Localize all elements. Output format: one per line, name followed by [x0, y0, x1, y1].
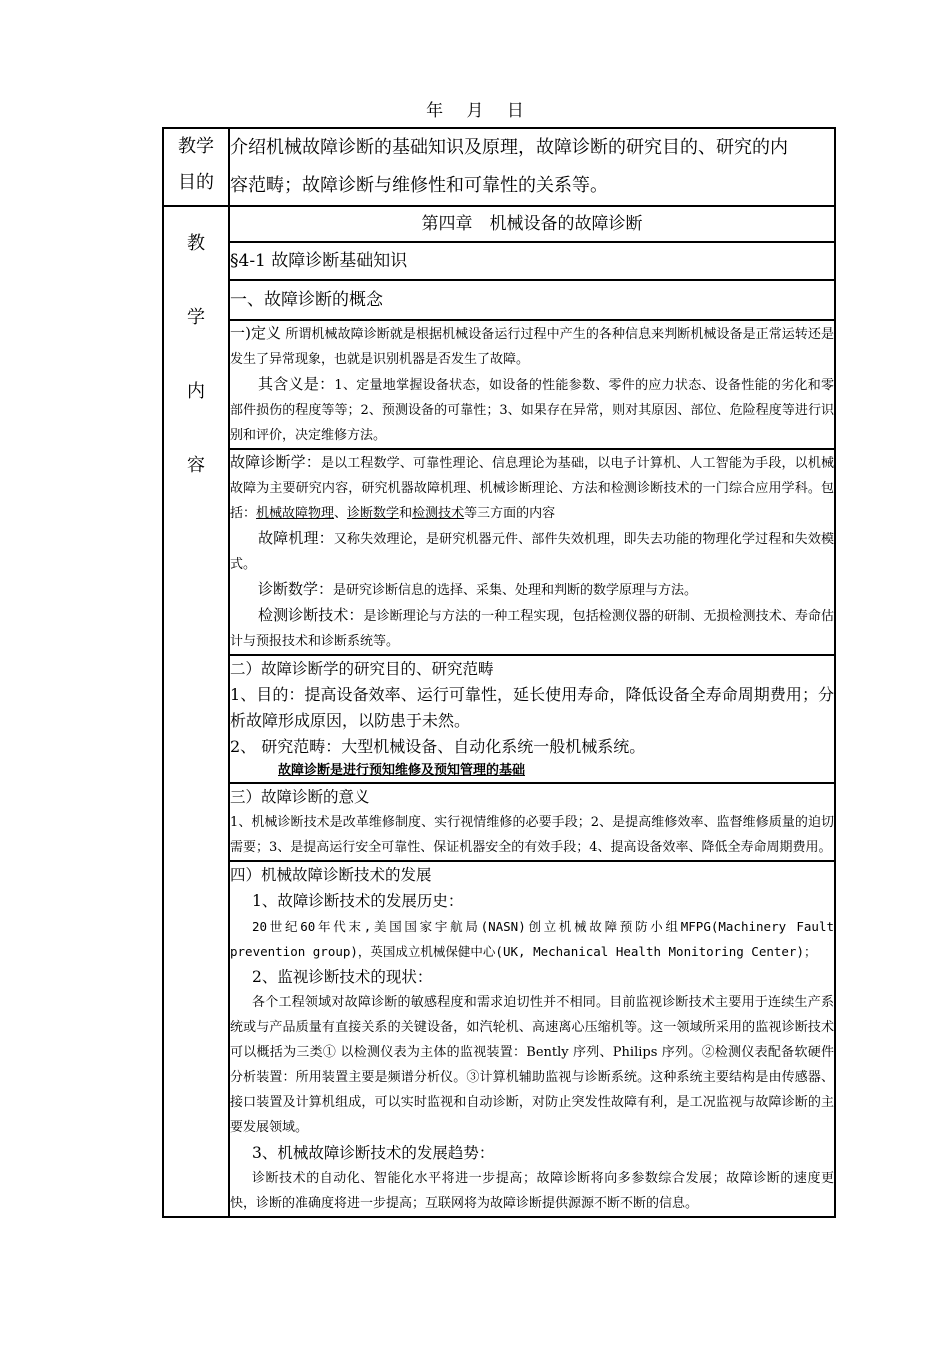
mechanism-lead: 故障机理：	[258, 529, 334, 547]
trend-title: 3、机械故障诊断技术的发展趋势：	[252, 1144, 495, 1162]
date-header: 年 月 日	[426, 101, 526, 121]
diagnostics-paragraph	[230, 450, 834, 526]
history-text: 20世纪60年代末,美国国家宇航局(NASN)创立机械故障预防小组MFPG(Machinery Fault prevention group)，英国成立机械保健中心(UK, Mechanical Health Monitoring Center)；	[230, 919, 834, 959]
math-paragraph	[230, 577, 834, 603]
subsection-title: 一、故障诊断的概念	[229, 280, 835, 320]
history-title: 1、故障诊断技术的发展历史：	[252, 892, 464, 910]
meaning-text: 1、定量地掌握设备状态，如设备的性能参数、零件的应力状态、设备性能的劣化和零部件损伤的程度等等；2、预测设备的可靠性；3、如果存在异常，则对其原因、部位、危险程度等进行识别和评价，决定维修方法。	[230, 378, 834, 443]
mechanism-paragraph	[230, 526, 834, 577]
subsection-row	[163, 280, 835, 320]
development-cell	[229, 861, 835, 1217]
separator: 、	[334, 506, 348, 521]
math-text: 是研究诊断信息的选择、采集、处理和判断的数学原理与方法。	[333, 583, 698, 598]
objective-line1: 介绍机械故障诊断的基础知识及原理，故障诊断的研究目的、研究的内	[230, 137, 788, 158]
content-label-char: 内	[187, 381, 205, 402]
section-title: §4-1 故障诊断基础知识	[229, 242, 835, 280]
link-diagnostic-math: 诊断数学	[347, 506, 400, 521]
objective-label-line2: 目的	[178, 172, 214, 193]
purpose-row	[163, 655, 835, 783]
status-text: 各个工程领域对故障诊断的敏感程度和需求迫切性并不相同。目前监视诊断技术主要用于连续生产系统或与产品质量有直接关系的关键设备，如汽轮机、高速离心压缩机等。这一领域所采用的监视诊断技术可以概括为三类① 以检测仪表为主体的监视装置：Bently 序列、Philips 序列。②检测仪表配备软硬件分析装置：所用装置主要是频谱分析仪。③计算机辅助监视与诊断系统。这种系统主要结构是由传感器、接口装置及计算机组成，可以实时监视和自动诊断，对防止突发性故障有利，是工况监视与故障诊断的主要发展领域。	[230, 995, 834, 1135]
chapter-title: 第四章 机械设备的故障诊断	[229, 206, 835, 242]
content-label-char: 学	[187, 307, 205, 328]
tech-lead: 检测诊断技术：	[258, 606, 364, 624]
status-title: 2、监视诊断技术的现状：	[252, 968, 433, 986]
diagnostics-cell	[229, 449, 835, 655]
section-row	[163, 242, 835, 280]
mechanism-text: 又称失效理论，是研究机器元件、部件失效机理，即失去功能的物理化学过程和失效模式。	[230, 532, 834, 572]
purpose-cell	[229, 655, 835, 783]
definition-lead: 一)定义	[230, 324, 282, 342]
significance-cell	[229, 783, 835, 861]
trend-text: 诊断技术的自动化、智能化水平将进一步提高；故障诊断将向多参数综合发展；故障诊断的速度更快，诊断的准确度将进一步提高；互联网将为故障诊断提供源源不断不断的信息。	[230, 1171, 834, 1211]
definition-text: 所谓机械故障诊断就是根据机械设备运行过程中产生的各种信息来判断机械设备是正常运转还是发生了异常现象，也就是识别机器是否发生了故障。	[230, 327, 834, 367]
development-row	[163, 861, 835, 1217]
diagnostics-lead: 故障诊断学：	[230, 453, 321, 471]
diagnostics-row	[163, 449, 835, 655]
tech-paragraph	[230, 603, 834, 654]
link-fault-physics: 机械故障物理	[256, 506, 335, 521]
purpose-goal: 1、目的：提高设备效率、运行可靠性，延长使用寿命，降低设备全寿命周期费用；分析故障形成原因，以防患于未然。	[230, 685, 834, 730]
diagnostics-tail: 等三方面的内容	[464, 506, 556, 521]
purpose-title: 二）故障诊断学的研究目的、研究范畴	[230, 660, 494, 678]
tech-text: 是诊断理论与方法的一种工程实现，包括检测仪器的研制、无损检测技术、寿命估计与预报技术和诊断系统等。	[230, 609, 834, 649]
meaning-paragraph	[230, 372, 834, 448]
objective-label-line1: 教学	[178, 136, 214, 157]
significance-text: 1、机械诊断技术是改革维修制度、实行视情维修的必要手段；2、是提高维修效率、监督维修质量的迫切需要；3、是提高运行安全可靠性、保证机器安全的有效手段；4、提高设备效率、降低全寿命周期费用。	[230, 815, 834, 855]
development-title: 四）机械故障诊断技术的发展	[230, 866, 432, 884]
content-label-char: 教	[187, 233, 205, 254]
purpose-scope: 2、 研究范畴：大型机械设备、自动化系统一般机械系统。	[230, 737, 646, 756]
definition-paragraph	[230, 321, 834, 372]
math-lead: 诊断数学：	[258, 580, 334, 598]
objective-row	[163, 128, 835, 206]
objective-text	[229, 128, 835, 206]
definition-cell	[229, 320, 835, 449]
content-label	[163, 206, 229, 1217]
objective-line2: 容范畴；故障诊断与维修性和可靠性的关系等。	[230, 175, 608, 196]
separator: 和	[399, 506, 413, 521]
purpose-note: 故障诊断是进行预知维修及预知管理的基础	[278, 763, 526, 778]
significance-title: 三）故障诊断的意义	[230, 788, 370, 806]
meaning-lead: 其含义是：	[258, 375, 335, 393]
objective-label	[163, 128, 229, 206]
chapter-row	[163, 206, 835, 242]
diagnostics-text: 是以工程数学、可靠性理论、信息理论为基础，以电子计算机、人工智能为手段，以机械故障为主要研究内容，研究机器故障机理、机械诊断理论、方法和检测诊断技术的一门综合应用学科。包括：	[230, 456, 834, 521]
link-detection-tech: 检测技术	[412, 506, 465, 521]
lesson-plan-table	[162, 127, 836, 1218]
content-label-char: 容	[187, 455, 205, 476]
definition-row	[163, 320, 835, 449]
significance-row	[163, 783, 835, 861]
